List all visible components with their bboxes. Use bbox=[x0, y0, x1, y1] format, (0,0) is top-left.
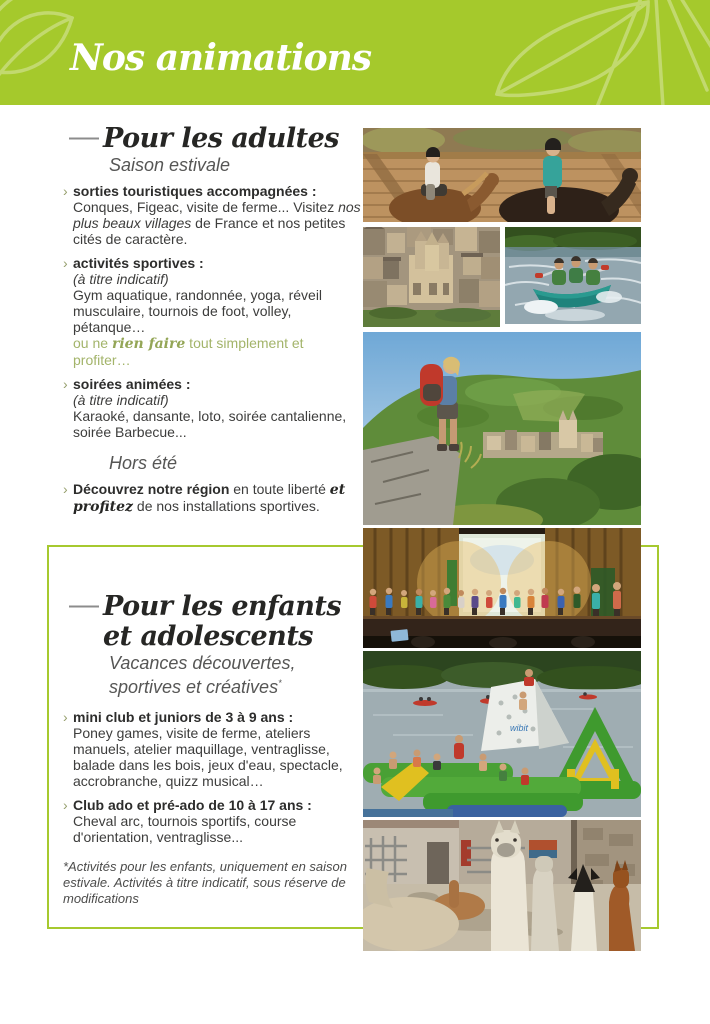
item-text-bold: Découvrez notre région bbox=[73, 481, 230, 497]
horseback-riding-illustration bbox=[363, 128, 641, 222]
list-item-club-ado bbox=[63, 797, 363, 845]
item-text-italic: nos plus beaux villages bbox=[73, 199, 361, 231]
kids-title bbox=[103, 592, 341, 652]
item-label: mini club et juniors de 3 à 9 ans : bbox=[73, 709, 294, 725]
list-item-sorties bbox=[63, 183, 363, 247]
kids-title-line2: et adolescents bbox=[103, 621, 313, 652]
photo-farm-animals bbox=[363, 820, 641, 951]
item-body bbox=[73, 199, 363, 247]
item-text-script: rien faire bbox=[111, 336, 186, 352]
off-season-title: Hors été bbox=[109, 453, 178, 473]
list-item-mini-club bbox=[63, 709, 363, 789]
item-label: activités sportives : bbox=[73, 255, 204, 271]
chevron-marker: › bbox=[63, 709, 68, 725]
item-label: Club ado et pré-ado de 10 à 17 ans : bbox=[73, 797, 312, 813]
kids-title-line1: Pour les enfants bbox=[103, 591, 342, 622]
aqua-park-illustration bbox=[363, 651, 641, 817]
list-item-region bbox=[63, 481, 363, 515]
photo-kids-show-stage bbox=[363, 528, 641, 648]
item-label: soirées animées : bbox=[73, 376, 191, 392]
item-body: Gym aquatique, randonnée, yoga, réveil musculaire, tournois de foot, volley, pétanque… bbox=[73, 287, 323, 335]
chevron-marker: › bbox=[63, 481, 68, 497]
item-highlight bbox=[73, 335, 363, 368]
section-dash: — bbox=[69, 120, 99, 153]
photo-hiker-viewpoint bbox=[363, 332, 641, 525]
wibit-brand-text: wibit bbox=[510, 723, 529, 733]
item-body bbox=[73, 481, 363, 515]
section-adults bbox=[63, 120, 363, 515]
item-text: de France et nos petites cités de caractère. bbox=[73, 215, 346, 247]
item-text: tout simplement et profiter… bbox=[73, 335, 304, 368]
item-text: en toute liberté bbox=[229, 481, 330, 497]
photo-horseback-riding bbox=[363, 128, 641, 222]
kids-subtitle-asterisk: * bbox=[278, 678, 282, 688]
item-body: Karaoké, dansante, loto, soirée cantalienne, soirée Barbecue... bbox=[73, 408, 347, 440]
farm-animals-illustration bbox=[363, 820, 641, 951]
list-item-soirees bbox=[63, 376, 363, 440]
item-body: Cheval arc, tournois sportifs, course d'orientation, ventraglisse... bbox=[73, 813, 297, 845]
chevron-marker: › bbox=[63, 255, 68, 271]
village-illustration bbox=[363, 227, 500, 327]
kids-subtitle-line2: sportives et créatives bbox=[109, 677, 279, 697]
photo-canoe bbox=[505, 227, 641, 324]
kids-subtitle bbox=[109, 653, 363, 697]
item-text: de nos installations sportives. bbox=[133, 498, 320, 514]
section-kids bbox=[63, 588, 363, 920]
item-body: Poney games, visite de ferme, ateliers manuels, atelier maquillage, ventraglisse, balade dans les bois, jeux d'eau, spectacle, accrobranche, quizz musical… bbox=[73, 725, 343, 789]
kids-footnote: *Activités pour les enfants, uniquement en saison estivale. Activités à titre indicatif, sous réserve de modifications bbox=[63, 859, 348, 906]
adults-title: Pour les adultes bbox=[103, 123, 339, 154]
item-text: Conques, Figeac, visite de ferme... Visitez bbox=[73, 199, 339, 215]
photo-aqua-park bbox=[363, 651, 641, 817]
canoe-illustration bbox=[505, 227, 641, 324]
adults-subtitle: Saison estivale bbox=[109, 155, 231, 175]
section-dash: — bbox=[69, 588, 99, 621]
item-note: (à titre indicatif) bbox=[73, 392, 169, 408]
kids-subtitle-line1: Vacances découvertes, bbox=[109, 653, 296, 673]
item-note: (à titre indicatif) bbox=[73, 271, 169, 287]
item-label: sorties touristiques accompagnées : bbox=[73, 183, 317, 199]
item-text-script: et profitez bbox=[73, 482, 346, 515]
chevron-marker: › bbox=[63, 183, 68, 199]
list-item-sports bbox=[63, 255, 363, 368]
kids-heading-row bbox=[63, 588, 363, 652]
chevron-marker: › bbox=[63, 376, 68, 392]
page-header bbox=[0, 0, 710, 105]
adults-heading-row bbox=[63, 120, 363, 154]
photo-village-conques bbox=[363, 227, 500, 327]
hiker-illustration bbox=[363, 332, 641, 525]
stage-illustration bbox=[363, 528, 641, 648]
page-title: Nos animations bbox=[70, 37, 372, 79]
chevron-marker: › bbox=[63, 797, 68, 813]
item-text: ou ne bbox=[73, 335, 112, 351]
